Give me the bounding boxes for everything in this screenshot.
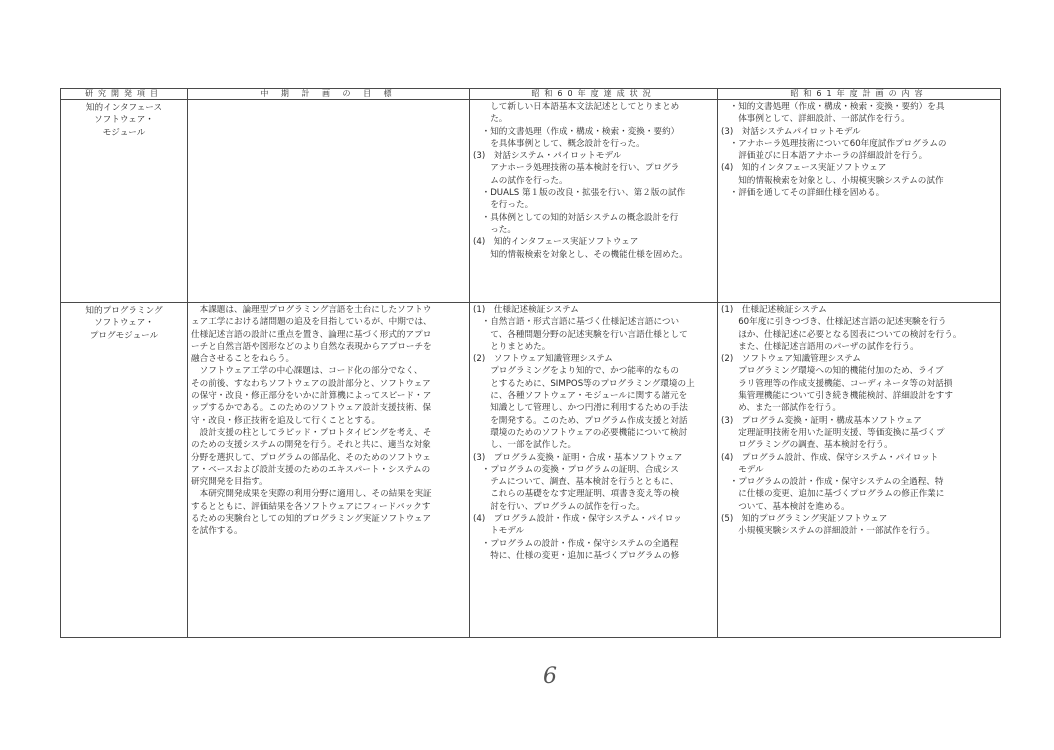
text-line: の保守・改良・修正部分をいかに計算機によってスピード・ア	[191, 391, 432, 402]
item-text	[61, 303, 187, 342]
text-line: 守・改良・修正技術を追及して行くこととする。	[191, 415, 381, 426]
text-line: ・知的文書処理（作成・構成・検索・変換・要約）	[473, 126, 680, 137]
text-line: (1) 仕様記述検証システム	[721, 305, 827, 315]
text-line: とするために、SIMPOS等のプログラミング環境の上	[473, 378, 695, 389]
text-line: 設計支援の柱としてラピッド・プロトタイピングを考え、そ	[191, 427, 432, 438]
text-line: ・プログラムの設計・作成・保守システムの全過程、特	[721, 477, 944, 488]
item-cell	[61, 100, 188, 303]
text-line: モジュール	[102, 127, 146, 138]
text-line: 特に、仕様の変更・追加に基づくプログラムの修	[473, 550, 680, 561]
plan-text	[718, 100, 1000, 199]
text-line: その前後、すなわちソフトウェアの設計部分と、ソフトウェア	[191, 378, 431, 389]
text-line: め、また一部試作を行う。	[721, 403, 841, 414]
text-line: 集管理機能について引き続き機能検討、詳細設計をすす	[721, 391, 953, 402]
text-line: るための実験台としての知的プログラミング実証ソフトウェア	[191, 514, 432, 525]
text-line: ついて、基本検討を進める。	[721, 501, 850, 512]
text-line: ・具体例としての知的対話システムの概念設計を行	[473, 212, 679, 223]
text-line: った。	[473, 224, 516, 235]
text-line: を具体事例として、概念設計を行った。	[473, 138, 645, 149]
text-line: ログラミングの調査、基本検討を行う。	[721, 440, 893, 451]
text-line: た。	[473, 114, 508, 125]
text-line: ソフトウェア・	[94, 115, 154, 126]
header-fy61-plan: 昭和61年度計画の内容	[718, 89, 1001, 100]
text-line: 60年度に引きつづき、仕様記述言語の記述実験を行う	[721, 317, 947, 328]
text-line: ・知的文書処理（作成・構成・検索・変換・要約）を具	[721, 102, 945, 112]
text-line: (2) ソフトウェア知識管理システム	[473, 354, 613, 365]
text-line: 知的情報検索を対象とし、小規模実験システムの試作	[721, 175, 944, 186]
text-line: 知的インタフェース	[85, 103, 163, 113]
text-line: のための支援システムの開発を行う。それと共に、適当な対象	[191, 440, 431, 451]
text-line: (5) 知的プログラミング実証ソフトウェア	[721, 514, 888, 525]
text-line: ・評価を通してその詳細仕様を固める。	[721, 188, 885, 199]
text-line: を開発する。このため、プログラム作成支援と対話	[473, 415, 688, 426]
text-line: 環境のためのソフトウェアの必要機能について検討	[473, 427, 688, 438]
text-line: 仕様記述言語の設計に重点を置き、論理に基づく形式的アプロ	[191, 329, 432, 340]
status-cell	[470, 100, 718, 303]
plan-cell	[718, 100, 1001, 303]
text-line: (3) プログラム変換・証明・合成・基本ソフトウェア	[473, 452, 683, 463]
text-line: に仕様の変更、追加に基づくプログラムの修正作業に	[721, 489, 945, 500]
text-line: 分野を選択して、プログラムの部品化、そのためのソフトウェ	[191, 452, 431, 463]
text-line: ・自然言語・形式言語に基づく仕様記述言語につい	[473, 317, 680, 328]
text-line: 討を行い、プログラムの試作を行った。	[473, 501, 645, 512]
text-line: ・アナホーラ処理技術について60年度試作プログラムの	[721, 138, 947, 149]
text-line: 小規模実験システムの詳細設計・一部試作を行う。	[721, 526, 935, 537]
text-line: ・DUALS 第１版の改良・拡張を行い、第２版の試作	[473, 188, 686, 199]
text-line: ップするかである。このためのソフトウェア設計支援技術、保	[191, 403, 432, 414]
text-line: ーチと自然言語や図形などのより自然な表現からアプローチを	[191, 341, 432, 352]
item-cell	[61, 303, 188, 638]
text-line: ムの試作を行った。	[473, 175, 568, 186]
plan-cell	[718, 303, 1001, 638]
text-line: ラリ管理等の作成支援機能、コーディネータ等の対話損	[721, 378, 953, 389]
text-line: 研究開発を目指す。	[191, 477, 268, 488]
status-cell	[470, 303, 718, 638]
goal-cell	[188, 303, 470, 638]
text-line: 知識として管理し、かつ円滑に利用するための手法	[473, 403, 688, 414]
item-text	[61, 100, 187, 139]
text-line: して新しい日本語基本文法記述としてとりまとめ	[473, 102, 680, 112]
text-line: ソフトウェア工学の中心課題は、コード化の部分でなく、	[191, 366, 423, 377]
text-line: 評価並びに日本語アナホーラの詳細設計を行う。	[721, 151, 928, 162]
text-line: するとともに、評価結果を各ソフトウェアにフィードバックす	[191, 501, 431, 512]
text-line: (4) プログラム設計・作成・保守システム・パイロッ	[473, 514, 682, 525]
text-line: プログラミング環境への知的機能付加のため、ライブ	[721, 366, 944, 377]
text-line: (4) 知的インタフェース実証ソフトウェア	[473, 237, 639, 248]
text-line: とりまとめた。	[473, 341, 551, 352]
text-line: プログモジュール	[89, 330, 159, 341]
table-row	[61, 303, 1001, 638]
text-line: に、各種ソフトウェア・モジュールに関する諸元を	[473, 391, 688, 402]
text-line: (1) 仕様記述検証システム	[473, 305, 579, 315]
text-line: (3) 対話システム・パイロットモデル	[473, 151, 622, 162]
text-line: (4) プログラム設計、作成、保守システム・パイロット	[721, 452, 939, 463]
header-fy60-status: 昭和60年度達成状況	[470, 89, 718, 100]
text-line: ェア工学における諸問題の追及を目指しているが、中期では、	[191, 317, 432, 328]
table-row	[61, 100, 1001, 303]
text-line: これらの基礎をなす定理証明、項書き変え等の検	[473, 489, 680, 500]
text-line: ほか、仕様記述に必要となる図表についての検討を行う。	[721, 329, 962, 340]
text-line: (2) ソフトウェア知識管理システム	[721, 354, 861, 365]
text-line: プログラミングをより知的で、かつ能率的なもの	[473, 366, 679, 377]
goal-cell	[188, 100, 470, 303]
text-line: ・プログラムの変換・プログラムの証明、合成シス	[473, 464, 679, 475]
status-text	[470, 303, 717, 562]
header-research-item: 研究開発項目	[61, 89, 188, 100]
text-line: モデル	[721, 464, 764, 475]
goal-text	[188, 303, 469, 538]
text-line: ソフトウェア・	[94, 318, 154, 329]
text-line: ア・ベースおよび設計支援のためのエキスパート・システムの	[191, 464, 431, 475]
text-line: また、仕様記述言語用のパーザの試作を行う。	[721, 341, 919, 352]
text-line: し、一部を試作した。	[473, 440, 577, 451]
plan-text	[718, 303, 1000, 538]
text-line: 知的プログラミング	[85, 306, 163, 316]
text-line: アナホーラ処理技術の基本検討を行い、プログラ	[473, 163, 680, 174]
text-line: て、各種問題分野の記述実験を行い言語仕様として	[473, 329, 688, 340]
text-line: 本研究開発成果を実際の利用分野に適用し、その結果を実証	[191, 489, 432, 500]
research-plan-table	[60, 88, 1001, 638]
text-line: 知的情報検索を対象とし、その機能仕様を固めた。	[473, 249, 688, 260]
text-line: (3) プログラム変換・証明・構成基本ソフトウェア	[721, 415, 922, 426]
text-line: (3) 対話システムパイロットモデル	[721, 126, 861, 137]
text-line: 定理証明技術を用いた証明支援、等価変換に基づくプ	[721, 427, 945, 438]
text-line: 本課題は、論理型プログラミング言語を土台にしたソフトウ	[191, 305, 432, 315]
text-line: トモデル	[473, 526, 525, 537]
text-line: 融合させることをねらう。	[191, 354, 295, 365]
table-header-row	[61, 89, 1001, 100]
text-line: 体事例として、詳細設計、一部試作を行う。	[721, 114, 910, 125]
status-text	[470, 100, 717, 261]
text-line: テムについて、調査、基本検討を行うとともに、	[473, 477, 679, 488]
page-number: 6	[543, 664, 557, 689]
text-line: ・プログラムの設計・作成・保守システムの全過程	[473, 538, 679, 549]
text-line: (4) 知的インタフェース実証ソフトウェア	[721, 163, 887, 174]
header-midterm-goal: 中 期 計 画 の 目 標	[188, 89, 470, 100]
goal-text	[188, 100, 469, 101]
text-line: を行った。	[473, 200, 534, 211]
text-line: を試作する。	[191, 526, 243, 537]
